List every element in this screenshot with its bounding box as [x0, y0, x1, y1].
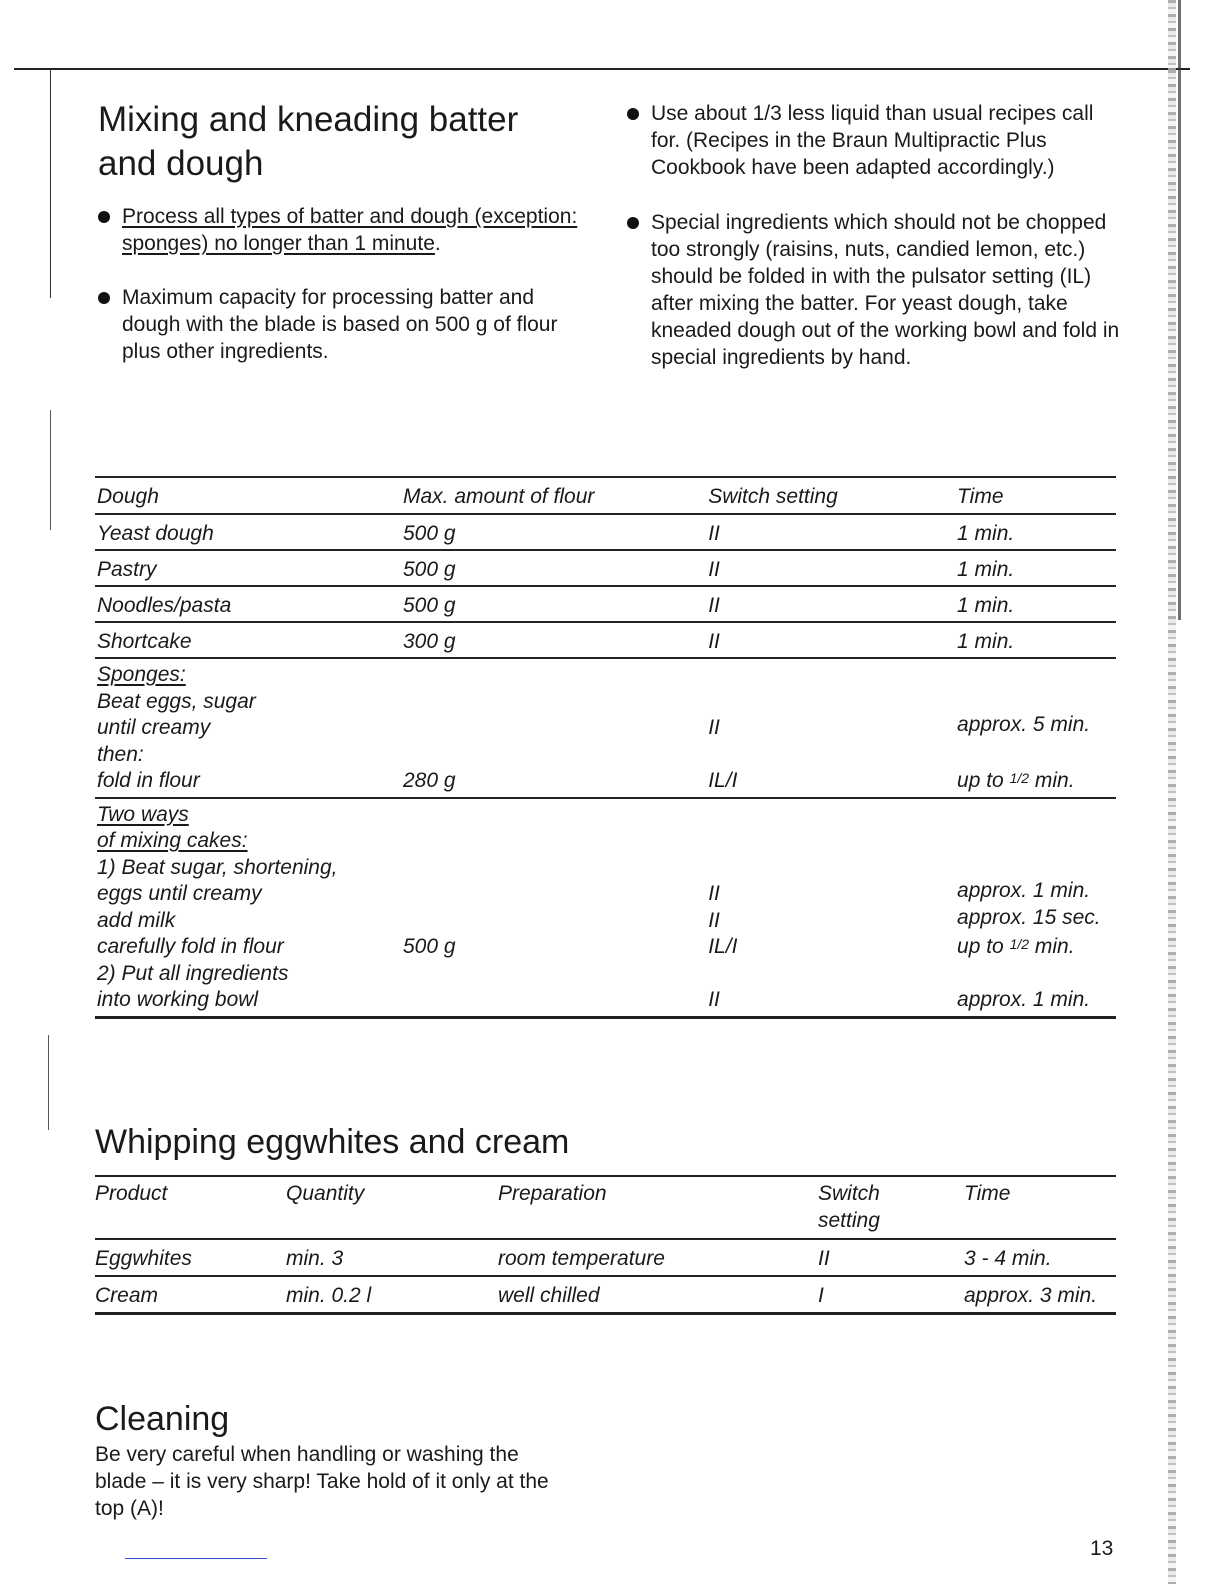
top-rule — [14, 68, 1190, 70]
sponges-time: approx. 5 min. — [957, 713, 1091, 736]
table-row — [95, 514, 1116, 550]
table-header-row — [95, 477, 1116, 514]
sponges-time: up to 1/2 min. — [957, 769, 1075, 792]
table-cell: II — [818, 1239, 964, 1276]
table-cell: well chilled — [498, 1276, 818, 1314]
table-header: Quantity — [286, 1176, 498, 1239]
table-cell: Eggwhites — [95, 1239, 286, 1276]
cakes-switch: II — [708, 882, 720, 905]
section-title-mixing: Mixing and kneading batter and dough — [98, 100, 519, 183]
table-cell: 500 g — [401, 586, 706, 622]
bullet-icon — [98, 292, 110, 304]
table-cell: Shortcake — [95, 622, 401, 658]
table-header: Preparation — [498, 1176, 818, 1239]
section-title-whipping: Whipping eggwhites and cream — [95, 1123, 570, 1161]
table-cell: 3 - 4 min. — [964, 1239, 1116, 1276]
table-cell: room temperature — [498, 1239, 818, 1276]
bullet-icon — [627, 217, 639, 229]
scan-edge — [1168, 0, 1176, 1584]
margin-line — [48, 1035, 49, 1130]
table-cell — [706, 798, 955, 1018]
page-number: 13 — [1090, 1537, 1114, 1560]
table-cell — [95, 798, 401, 1018]
table-cell: 1 min. — [955, 586, 1116, 622]
table-header: Dough — [95, 477, 401, 514]
table-cell: Noodles/pasta — [95, 586, 401, 622]
cakes-step: eggs until creamy — [97, 882, 262, 905]
cakes-time: up to 1/2 min. — [957, 935, 1075, 958]
table-cell: Cream — [95, 1276, 286, 1314]
section-title-cleaning: Cleaning — [95, 1400, 230, 1438]
cakes-step: 1) Beat sugar, shortening, — [97, 855, 338, 879]
table-row — [95, 622, 1116, 658]
table-header: Switch setting — [818, 1176, 964, 1239]
table-row — [95, 1276, 1116, 1314]
table-cell: 500 g — [401, 514, 706, 550]
cakes-time: approx. 15 sec. — [957, 905, 1101, 929]
table-header-row — [95, 1176, 1116, 1239]
bullet-item — [98, 203, 598, 257]
sponges-amount: 280 g — [402, 769, 456, 792]
cleaning-text: Be very careful when handling or washing the blade – it is very sharp! Take hold of it only at the top (A)! — [95, 1443, 549, 1520]
table-cell: II — [706, 514, 955, 550]
table-cell: II — [706, 550, 955, 586]
table-header: Switch setting — [706, 477, 955, 514]
table-header: Max. amount of flour — [401, 477, 706, 514]
sponges-step: until creamy — [97, 716, 211, 739]
bullet-text: Maximum capacity for processing batter and dough with the blade is based on 500 g of flour plus other ingredients. — [122, 286, 558, 363]
table-cell: II — [706, 622, 955, 658]
cakes-step: carefully fold in flour — [97, 935, 284, 958]
bullet-icon — [627, 108, 639, 120]
margin-line — [50, 410, 51, 530]
dough-table — [95, 476, 1116, 1019]
bullet-text: Use about 1/3 less liquid than usual recipes call for. (Recipes in the Braun Multipractic Plus Cookbook have been adapted accordingly.) — [651, 102, 1094, 179]
cakes-switch: II — [708, 908, 720, 932]
table-cell: 500 g — [401, 550, 706, 586]
table-cell: min. 0.2 l — [286, 1276, 498, 1314]
sponges-step: fold in flour — [97, 769, 200, 792]
table-cell — [401, 798, 706, 1018]
table-cell: II — [706, 586, 955, 622]
bullet-text: Special ingredients which should not be chopped too strongly (raisins, nuts, candied lemon, etc.) should be folded in with the pulsator setting (IL) after mixing the batter. For yeast dough, take kneaded dough out of the working bowl and fold in special ingredients by hand. — [651, 211, 1120, 369]
bullet-item — [98, 284, 588, 365]
table-cell: 1 min. — [955, 514, 1116, 550]
table-cell — [95, 658, 401, 798]
table-row-sponges — [95, 658, 1116, 798]
table-cell: Pastry — [95, 550, 401, 586]
sponges-switch: II — [708, 716, 720, 739]
table-row — [95, 550, 1116, 586]
cakes-step: 2) Put all ingredients — [97, 961, 289, 985]
table-cell — [706, 658, 955, 798]
cakes-title: of mixing cakes: — [97, 829, 248, 852]
table-row — [95, 586, 1116, 622]
table-header: Time — [964, 1176, 1116, 1239]
table-cell: min. 3 — [286, 1239, 498, 1276]
table-row-cakes — [95, 798, 1116, 1018]
bullet-icon — [98, 211, 110, 223]
cakes-step: into working bowl — [97, 988, 259, 1011]
table-cell: 1 min. — [955, 550, 1116, 586]
scan-edge — [1178, 0, 1181, 620]
cakes-time: approx. 1 min. — [957, 879, 1091, 902]
table-cell: 1 min. — [955, 622, 1116, 658]
sponges-step: Beat eggs, sugar — [97, 689, 256, 713]
cakes-switch: II — [708, 988, 720, 1011]
sponges-switch: IL/I — [708, 769, 738, 792]
bullet-suffix: . — [434, 232, 441, 255]
whipping-table — [95, 1175, 1116, 1315]
table-cell — [955, 798, 1116, 1018]
table-header: Product — [95, 1176, 286, 1239]
table-cell — [401, 658, 706, 798]
bullet-item — [627, 209, 1127, 371]
table-cell: Yeast dough — [95, 514, 401, 550]
table-cell — [955, 658, 1116, 798]
footer-rule — [125, 1558, 267, 1559]
cakes-step: add milk — [97, 908, 176, 932]
bullet-item — [627, 100, 1127, 181]
margin-line — [50, 68, 51, 298]
cakes-time: approx. 1 min. — [957, 988, 1091, 1011]
cakes-switch: IL/I — [708, 935, 738, 958]
table-cell: 300 g — [401, 622, 706, 658]
table-header: Time — [955, 477, 1116, 514]
cakes-title: Two ways — [97, 802, 189, 826]
cakes-amount: 500 g — [402, 935, 456, 958]
table-row — [95, 1239, 1116, 1276]
table-cell: approx. 3 min. — [964, 1276, 1116, 1314]
sponges-step: then: — [97, 742, 144, 766]
bullet-text: Process all types of batter and dough (exception: sponges) no longer than 1 minute — [122, 205, 578, 255]
sponges-title: Sponges: — [97, 663, 186, 686]
table-cell: I — [818, 1276, 964, 1314]
